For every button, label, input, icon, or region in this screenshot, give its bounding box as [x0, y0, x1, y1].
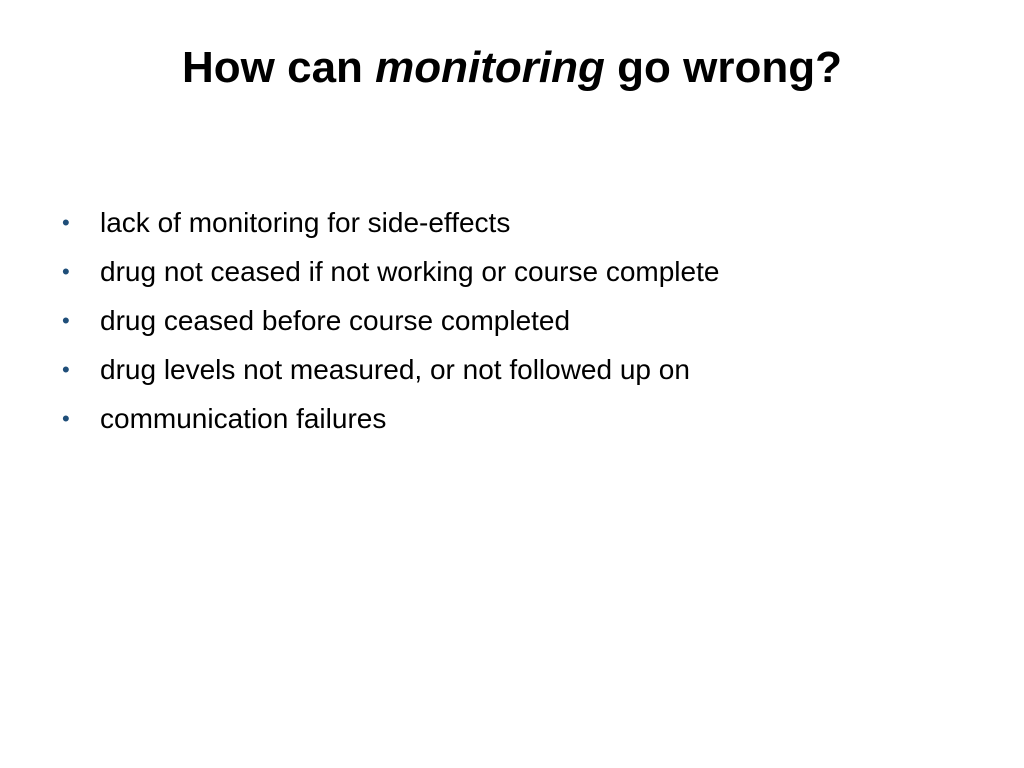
bullet-text: lack of monitoring for side-effects — [100, 207, 511, 238]
bullet-text: communication failures — [100, 403, 387, 434]
bullet-dot-icon: • — [62, 259, 70, 284]
bullet-item — [58, 345, 719, 394]
title-part-before: How can — [182, 43, 376, 92]
bullet-item — [58, 394, 719, 443]
title-part-after: go wrong? — [604, 43, 842, 92]
slide-title — [0, 40, 1024, 96]
bullet-text: drug levels not measured, or not followed up on — [100, 354, 690, 385]
bullet-list — [58, 198, 719, 443]
bullet-dot-icon: • — [62, 308, 70, 333]
bullet-text: drug not ceased if not working or course complete — [100, 256, 720, 287]
bullet-dot-icon: • — [62, 357, 70, 382]
bullet-text: drug ceased before course completed — [100, 305, 571, 336]
bullet-dot-icon: • — [62, 406, 70, 431]
bullet-dot-icon: • — [62, 210, 70, 235]
bullet-item — [58, 296, 719, 345]
bullet-item — [58, 247, 719, 296]
bullet-item — [58, 198, 719, 247]
title-emphasis: monitoring — [375, 43, 605, 92]
